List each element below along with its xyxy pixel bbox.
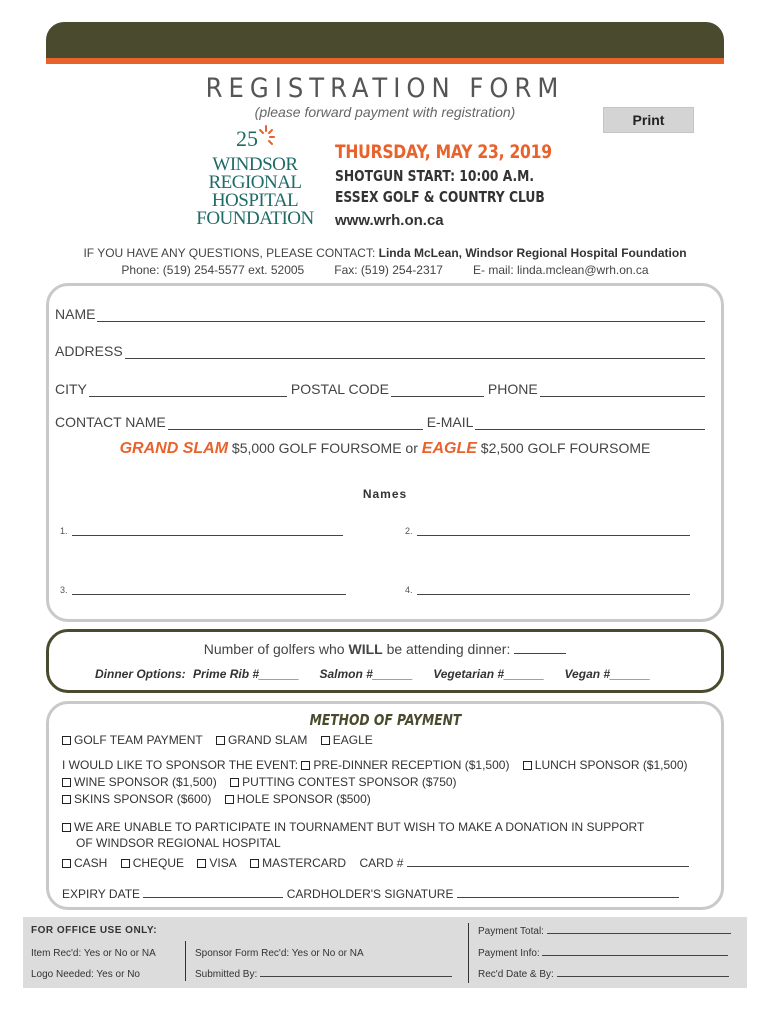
grand-slam-text: $5,000 GOLF FOURSOME or	[231, 440, 418, 456]
skins-sponsor-label: SKINS SPONSOR ($600)	[74, 792, 212, 806]
eagle-option-label: EAGLE	[332, 733, 373, 747]
address-label: ADDRESS	[55, 343, 123, 359]
golf-team-label: GOLF TEAM PAYMENT	[74, 733, 203, 747]
dinner-question-bold: WILL	[348, 641, 383, 657]
phone-label: PHONE	[487, 381, 538, 397]
eagle-checkbox[interactable]	[321, 736, 330, 745]
donation-label-2: OF WINDSOR REGIONAL HOSPITAL	[76, 836, 281, 850]
payment-total-row	[478, 926, 731, 937]
expiry-signature-row	[62, 887, 679, 901]
logo-wordmark	[190, 156, 320, 228]
city-field[interactable]	[89, 383, 287, 397]
contact-email: E- mail: linda.mclean@wrh.on.ca	[472, 263, 649, 277]
grand-slam-label: GRAND SLAM	[119, 440, 229, 457]
dinner-attendance-question	[0, 641, 770, 657]
names-heading: Names	[362, 487, 408, 501]
sponsor-row-2	[62, 775, 457, 789]
hole-sponsor-label: HOLE SPONSOR ($500)	[236, 792, 371, 806]
sponsor-row-3	[62, 792, 371, 806]
lunch-sponsor-checkbox[interactable]	[523, 761, 532, 770]
visa-checkbox[interactable]	[197, 859, 206, 868]
dinner-question-post: be attending dinner:	[386, 641, 511, 657]
mastercard-checkbox[interactable]	[250, 859, 259, 868]
golfer-name-slot-2	[405, 522, 690, 536]
golfer-name-slot-4	[405, 581, 690, 595]
putting-sponsor-checkbox[interactable]	[230, 778, 239, 787]
submitted-by-field[interactable]	[260, 969, 452, 977]
wine-sponsor-label: WINE SPONSOR ($1,500)	[74, 775, 217, 789]
office-use-panel	[23, 917, 747, 988]
city-label: CITY	[55, 381, 87, 397]
golfer-number: 4.	[405, 585, 413, 595]
submitted-by-row	[195, 969, 452, 980]
cash-checkbox[interactable]	[62, 859, 71, 868]
payment-method-row	[62, 856, 689, 870]
skins-sponsor-checkbox[interactable]	[62, 795, 71, 804]
event-venue: ESSEX GOLF & COUNTRY CLUB	[335, 188, 545, 206]
payment-info-label: Payment Info:	[478, 948, 540, 959]
form-title: REGISTRATION FORM	[205, 73, 565, 104]
golfer-name-field[interactable]	[417, 528, 690, 536]
contact-info-line	[0, 246, 770, 260]
address-row	[55, 339, 705, 359]
logo-line: REGIONAL	[208, 172, 302, 193]
contact-details-line	[0, 263, 770, 277]
payment-type-row	[62, 733, 373, 747]
signature-field[interactable]	[457, 888, 679, 898]
signature-label: CARDHOLDER'S SIGNATURE	[286, 887, 454, 901]
dinner-option-salmon[interactable]: Salmon #______	[319, 667, 413, 681]
email-label: E-MAIL	[426, 414, 474, 430]
received-date-field[interactable]	[557, 969, 729, 977]
visa-label: VISA	[209, 856, 237, 870]
pre-dinner-checkbox[interactable]	[301, 761, 310, 770]
foursome-options	[0, 440, 770, 458]
cash-label: CASH	[74, 856, 108, 870]
event-date: THURSDAY, MAY 23, 2019	[335, 141, 552, 163]
received-date-row	[478, 969, 729, 980]
logo-line: WINDSOR	[212, 154, 298, 175]
logo-needed: Logo Needed: Yes or No	[31, 969, 140, 980]
payment-total-label: Payment Total:	[478, 926, 544, 937]
dinner-section	[46, 629, 724, 693]
golf-team-checkbox[interactable]	[62, 736, 71, 745]
donation-label-1: WE ARE UNABLE TO PARTICIPATE IN TOURNAMENT BUT WISH TO MAKE A DONATION IN SUPPORT	[74, 820, 645, 834]
donation-row	[62, 820, 644, 834]
office-divider	[185, 941, 186, 981]
header-accent-stripe	[46, 58, 724, 64]
lunch-sponsor-label: LUNCH SPONSOR ($1,500)	[534, 758, 688, 772]
event-website-link[interactable]: www.wrh.on.ca	[335, 212, 444, 229]
golfer-number: 1.	[60, 526, 68, 536]
address-field[interactable]	[125, 345, 705, 359]
sponsor-form-received: Sponsor Form Rec'd: Yes or No or NA	[195, 948, 364, 959]
city-row	[55, 377, 705, 397]
office-divider	[468, 923, 469, 983]
contact-name-row	[55, 410, 705, 430]
dinner-option-prime-rib[interactable]: Prime Rib #______	[193, 667, 300, 681]
office-use-heading: FOR OFFICE USE ONLY:	[31, 925, 158, 936]
print-button[interactable]: Print	[603, 107, 694, 133]
golfer-name-field[interactable]	[72, 587, 346, 595]
contact-name-field[interactable]	[168, 416, 423, 430]
donation-checkbox[interactable]	[62, 823, 71, 832]
phone-field[interactable]	[540, 383, 705, 397]
pre-dinner-label: PRE-DINNER RECEPTION ($1,500)	[313, 758, 510, 772]
cheque-checkbox[interactable]	[121, 859, 130, 868]
dinner-options	[95, 667, 667, 681]
putting-sponsor-label: PUTTING CONTEST SPONSOR ($750)	[242, 775, 457, 789]
dinner-count-field[interactable]	[514, 642, 566, 654]
postal-code-field[interactable]	[391, 383, 484, 397]
mastercard-label: MASTERCARD	[262, 856, 347, 870]
dinner-question-pre: Number of golfers who	[203, 641, 345, 657]
golfer-name-field[interactable]	[72, 528, 343, 536]
golfer-name-slot-3	[60, 581, 346, 595]
logo-mark-text: 25	[236, 126, 258, 151]
logo-line: HOSPITAL	[211, 190, 299, 211]
eagle-label: EAGLE	[421, 440, 477, 457]
payment-info-row	[478, 948, 728, 959]
expiry-date-field[interactable]	[143, 888, 283, 898]
name-row	[55, 302, 705, 322]
payment-info-field[interactable]	[542, 948, 728, 956]
golfer-name-field[interactable]	[417, 587, 690, 595]
golfer-name-slot-1	[60, 522, 343, 536]
contact-person: Linda McLean, Windsor Regional Hospital Foundation	[378, 246, 687, 260]
card-number-label: CARD #	[359, 856, 404, 870]
card-number-field[interactable]	[407, 857, 689, 867]
sponsor-prefix: I WOULD LIKE TO SPONSOR THE EVENT:	[62, 758, 299, 772]
header-bar	[46, 22, 724, 58]
dinner-option-vegan[interactable]: Vegan #______	[564, 667, 651, 681]
dinner-option-vegetarian[interactable]: Vegetarian #______	[433, 667, 545, 681]
dinner-options-label: Dinner Options:	[95, 667, 186, 681]
event-start-time: SHOTGUN START: 10:00 A.M.	[335, 167, 535, 185]
golfer-number: 3.	[60, 585, 68, 595]
email-field[interactable]	[475, 416, 705, 430]
postal-code-label: POSTAL CODE	[290, 381, 389, 397]
anniversary-25-icon	[236, 124, 276, 154]
foundation-logo	[190, 124, 320, 234]
name-label: NAME	[55, 306, 96, 322]
grand-slam-option-label: GRAND SLAM	[228, 733, 308, 747]
item-received: Item Rec'd: Yes or No or NA	[31, 948, 156, 959]
contact-prefix: IF YOU HAVE ANY QUESTIONS, PLEASE CONTACT:	[83, 246, 376, 260]
contact-fax: Fax: (519) 254-2317	[334, 263, 443, 277]
contact-name-label: CONTACT NAME	[55, 414, 166, 430]
sponsor-row-1	[62, 758, 688, 772]
logo-line: FOUNDATION	[196, 208, 314, 229]
received-date-label: Rec'd Date & By:	[478, 969, 554, 980]
name-field[interactable]	[97, 308, 705, 322]
hole-sponsor-checkbox[interactable]	[225, 795, 234, 804]
wine-sponsor-checkbox[interactable]	[62, 778, 71, 787]
submitted-by-label: Submitted By:	[195, 969, 258, 980]
form-subtitle: (please forward payment with registration)	[254, 104, 516, 120]
golfer-number: 2.	[405, 526, 413, 536]
grand-slam-checkbox[interactable]	[216, 736, 225, 745]
payment-heading-text: METHOD OF PAYMENT	[309, 711, 461, 729]
cheque-label: CHEQUE	[132, 856, 185, 870]
payment-total-field[interactable]	[547, 926, 731, 934]
eagle-text: $2,500 GOLF FOURSOME	[480, 440, 651, 456]
expiry-date-label: EXPIRY DATE	[62, 887, 141, 901]
contact-phone: Phone: (519) 254-5577 ext. 52005	[121, 263, 305, 277]
payment-heading	[0, 711, 770, 729]
